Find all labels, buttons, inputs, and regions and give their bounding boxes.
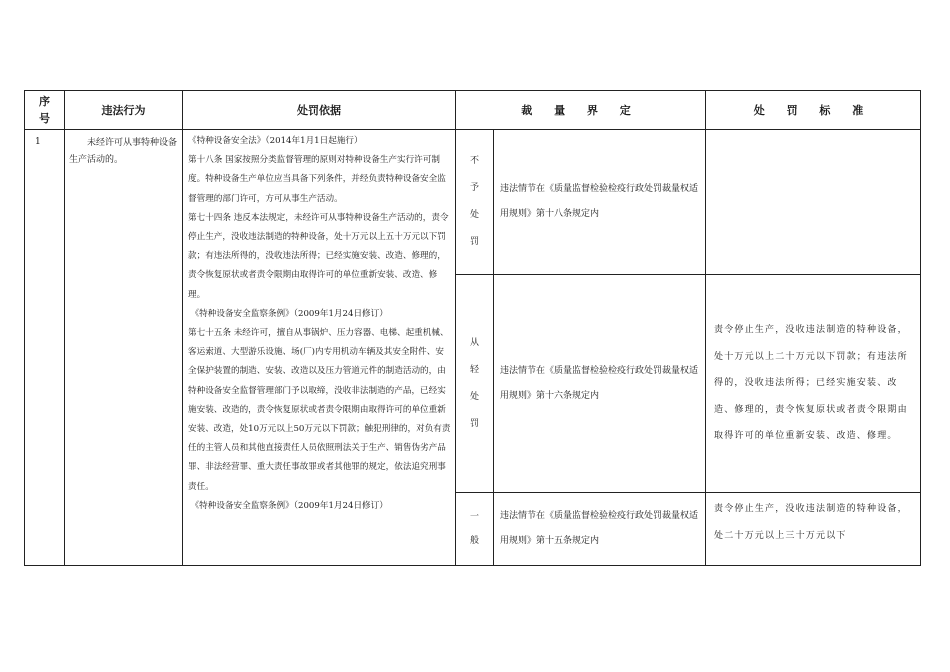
header-seq [25,91,65,130]
level-char: 予 [469,183,479,193]
basis-article-74: 第七十四条 违反本法规定，未经许可从事特种设备生产活动的，责令停止生产，没收违法制造的特种设备，处十万元以上五十万元以下罚款；有违法所得的，没收违法所得；已经实施安装、改造、修理的，责令恢复原状或者责令限期由取得许可的单位重新安装、改造、修理。 [188,212,449,300]
level-char: 罚 [469,237,479,247]
boundary-lenient: 违法情节在《质量监督检验检疫行政处罚裁量权适用规则》第十六条规定内 [494,275,706,493]
header-seq-line-2: 号 [39,112,50,125]
table-row [25,130,921,275]
header-standard: 处 罚 标 准 [706,91,921,130]
level-char: 处 [469,210,479,220]
row-violation: 未经许可从事特种设备生产活动的。 [65,130,183,566]
header-act: 违法行为 [65,91,183,130]
level-char: 处 [469,391,479,402]
basis-article-75: 第七十五条 未经许可，擅自从事锅炉、压力容器、电梯、起重机械、客运索道、大型游乐设施、场(厂)内专用机动车辆及其安全附件、安全保护装置的制造、安装、改造以及压力管道元件的制造活动的，由特种设备安全监督管理部门予以取缔，没收非法制造的产品，已经实施安装、改造的，责令恢复原状或者责令限期由取得许可的单位重新安装、改造，处10万元以上50万元以下罚款；触犯刑律的，对负有责任的主管人员和其他直接责任人员依照刑法关于生产、销售伪劣产品罪、非法经营罪、重大责任事故罪或者其他罪的规定，依法追究刑事责任。 [188,328,451,492]
boundary-no-penalty: 违法情节在《质量监督检验检疫行政处罚裁量权适用规则》第十八条规定内 [494,130,706,275]
level-char: 般 [469,536,479,546]
level-char: 不 [469,156,479,166]
row-basis [183,130,456,566]
basis-regulation-title: 《特种设备安全监察条例》（2009年1月24日修订） [190,308,388,319]
level-char: 一 [469,512,479,522]
level-char: 从 [469,337,479,348]
header-seq-line-1: 序 [39,95,50,108]
basis-law-title: 《特种设备安全法》（2014年1月1日起施行） [188,136,363,146]
basis-regulation-title-2: 《特种设备安全监察条例》（2009年1月24日修订） [190,500,388,511]
header-basis: 处罚依据 [183,91,456,130]
level-general [456,493,494,566]
header-row [25,91,921,130]
row-seq: 1 [25,130,65,566]
level-no-penalty [456,130,494,275]
penalty-table [24,90,921,566]
standard-no-penalty [706,130,921,275]
standard-lenient: 责令停止生产，没收违法制造的特种设备，处十万元以上二十万元以下罚款；有违法所得的，没收违法所得；已经实施安装、改造、修理的，责令恢复原状或者责令限期由取得许可的单位重新安装、改造、修理。 [706,275,921,493]
standard-general: 责令停止生产，没收违法制造的特种设备，处二十万元以上三十万元以下 [706,493,921,566]
header-discretion: 裁 量 界 定 [456,91,706,130]
basis-article-18: 第十八条 国家按照分类监督管理的原则对特种设备生产实行许可制度。特种设备生产单位应当具备下列条件，并经负责特种设备安全监督管理的部门许可，方可从事生产活动。 [188,155,446,204]
level-char: 罚 [469,418,479,429]
level-lenient [456,275,494,493]
boundary-general: 违法情节在《质量监督检验检疫行政处罚裁量权适用规则》第十五条规定内 [494,493,706,566]
level-char: 轻 [469,364,479,375]
